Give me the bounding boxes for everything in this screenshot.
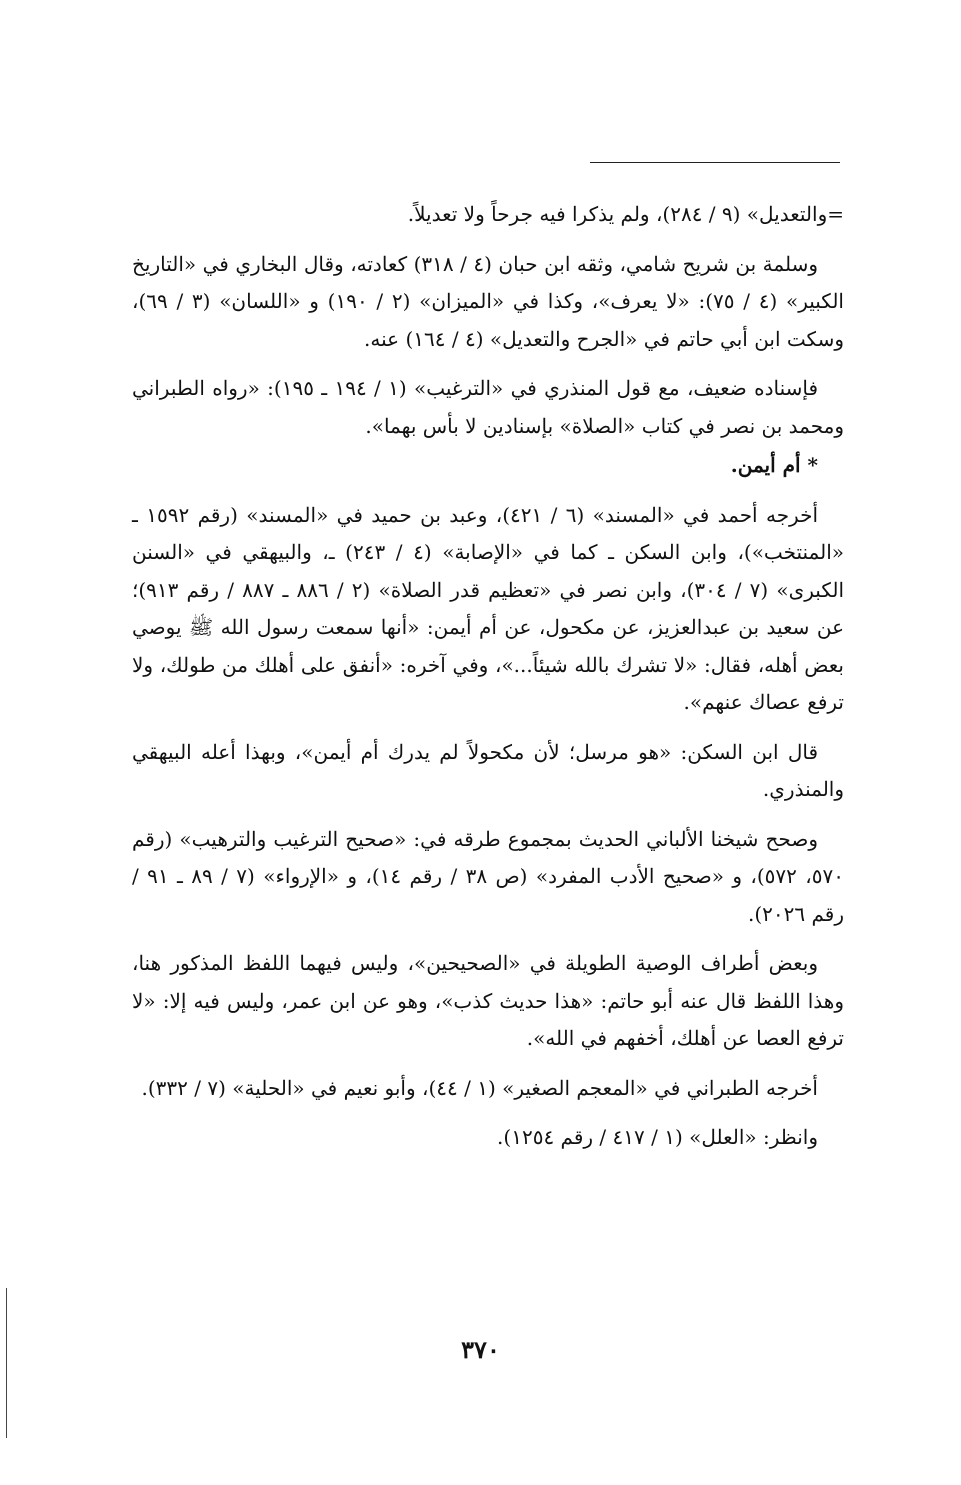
footnote-paragraph: وانظر: «العلل» (١ / ٤١٧ / رقم ١٢٥٤). — [497, 1125, 818, 1149]
footnote-paragraph: أخرجه أحمد في «المسند» (٦ / ٤٢١)، وعبد بن حميد في «المسند» (رقم ١٥٩٢ ـ «المنتخب»)، وابن السكن ـ كما في «الإصابة» (٤ / ٢٤٣) ـ، والبيهقي في «السنن الكبرى» (٧ / ٣٠٤)، وابن نصر في «تعظيم قدر الصلاة» (٢ / ٨٨٦ ـ ٨٨٧ / رقم ٩١٣)؛ عن سعيد بن عبدالعزيز، عن مكحول، عن أم أيمن: «أنها سمعت رسول الله ﷺ يوصي بعض أهله، فقال: «لا تشرك بالله شيئاً...»، وفي آخره: «أنفق على أهلك من طولك، ولا ترفع عصاك عنهم». — [132, 502, 845, 714]
footnote-text-block — [132, 196, 844, 1169]
page-number: ٣٧٠ — [461, 1335, 500, 1364]
footnote-paragraph: وصحح شيخنا الألباني الحديث بمجموع طرقه في: «صحيح الترغيب والترهيب» (رقم ٥٧٠، ٥٧٢)، و «صحيح الأدب المفرد» (ص ٣٨ / رقم ١٤)، و «الإرواء» (٧ / ٨٩ ـ ٩١ / رقم ٢٠٢٦). — [132, 826, 844, 926]
footnote-paragraph: وسلمة بن شريح شامي، وثقه ابن حبان (٤ / ٣١٨) كعادته، وقال البخاري في «التاريخ الكبير» (٤ / ٧٥): «لا يعرف»، وكذا في «الميزان» (٢ / ١٩٠) و «اللسان» (٣ / ٦٩)، وسكت ابن أبي حاتم في «الجرح والتعديل» (٤ / ١٦٤) عنه. — [132, 251, 844, 351]
footnote-paragraph: أخرجه الطبراني في «المعجم الصغير» (١ / ٤٤)، وأبو نعيم في «الحلية» (٧ / ٣٣٢). — [141, 1075, 818, 1100]
footnote-paragraph: فإسناده ضعيف، مع قول المنذري في «الترغيب» (١ / ١٩٤ ـ ١٩٥): «رواه الطبراني ومحمد بن نصر في كتاب «الصلاة» بإسنادين لا بأس بهما». — [132, 376, 844, 438]
section-heading: * أم أيمن. — [730, 453, 818, 477]
footnote-paragraph: وبعض أطراف الوصية الطويلة في «الصحيحين»، وليس فيهما اللفظ المذكور هنا، وهذا اللفظ قال عنه أبو حاتم: «هذا حديث كذب»، وهو عن ابن عمر، وليس فيه إلا: «لا ترفع العصا عن أهلك، أخفهم في الله». — [132, 951, 844, 1050]
footnote-separator-rule — [590, 162, 840, 163]
footnote-paragraph: =والتعديل» (٩ / ٢٨٤)، ولم يذكرا فيه جرحاً ولا تعديلاً. — [407, 202, 844, 226]
footnote-paragraph: قال ابن السكن: «هو مرسل؛ لأن مكحولاً لم يدرك أم أيمن»، وبهذا أعله البيهقي والمنذري. — [132, 739, 844, 801]
